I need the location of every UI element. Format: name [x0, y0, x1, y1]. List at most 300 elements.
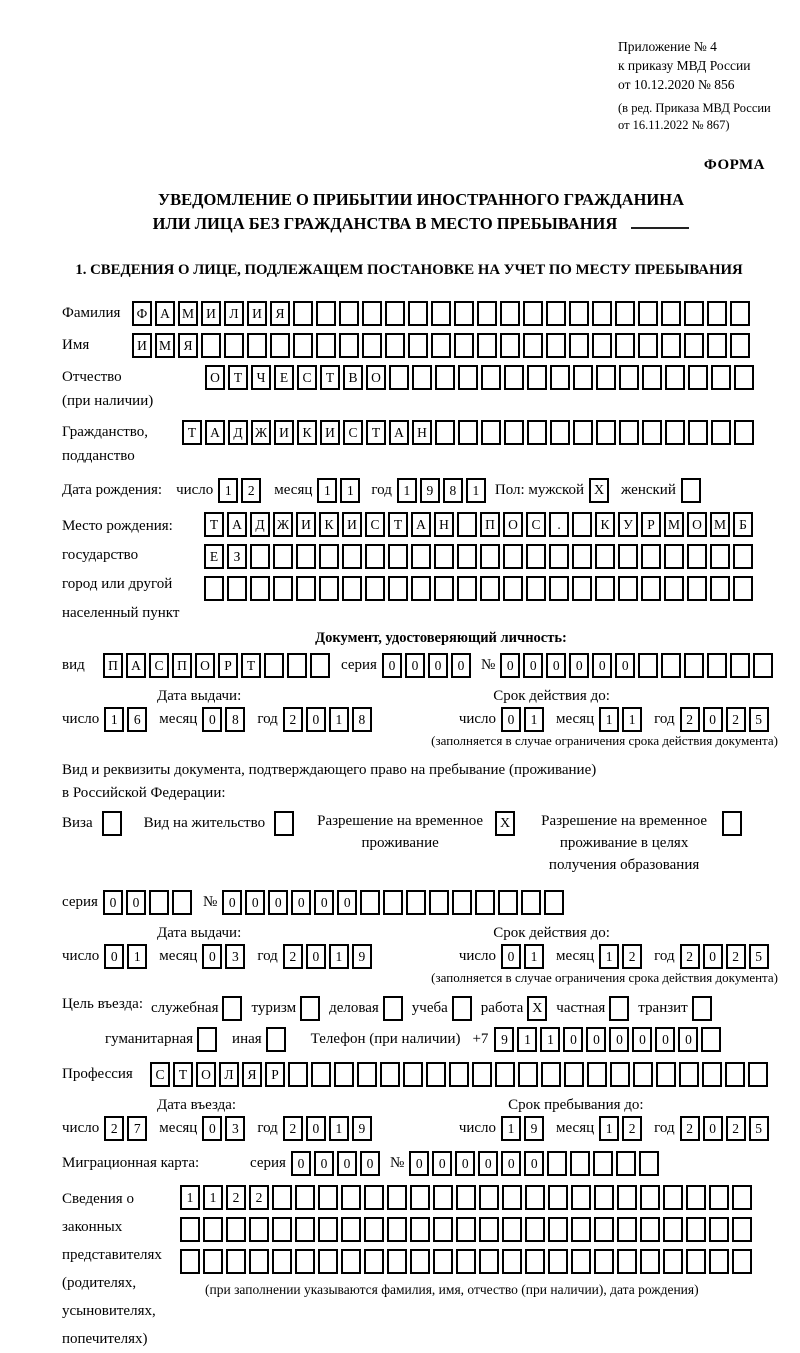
char-cell[interactable]: 1	[340, 478, 360, 503]
char-cell[interactable]	[435, 420, 455, 445]
char-cell[interactable]	[318, 1185, 338, 1210]
char-cell[interactable]	[573, 365, 593, 390]
char-cell[interactable]	[732, 1185, 752, 1210]
temp-residence-checkbox[interactable]: X	[495, 811, 515, 836]
char-cell[interactable]	[364, 1185, 384, 1210]
char-cell[interactable]: 0	[104, 944, 124, 969]
char-cell[interactable]: Я	[270, 301, 290, 326]
char-cell[interactable]	[249, 1249, 269, 1274]
char-cell[interactable]	[495, 1062, 515, 1087]
char-cell[interactable]	[479, 1217, 499, 1242]
char-cell[interactable]	[388, 576, 408, 601]
char-cell[interactable]: 3	[225, 1116, 245, 1141]
char-cell[interactable]	[411, 544, 431, 569]
char-cell[interactable]: 1	[599, 1116, 619, 1141]
valid-year-boxes[interactable]	[680, 707, 772, 732]
char-cell[interactable]	[204, 576, 224, 601]
char-cell[interactable]: М	[178, 301, 198, 326]
char-cell[interactable]: И	[247, 301, 267, 326]
char-cell[interactable]	[525, 1217, 545, 1242]
char-cell[interactable]	[550, 365, 570, 390]
char-cell[interactable]	[592, 333, 612, 358]
purpose-study-checkbox[interactable]	[452, 996, 472, 1021]
char-cell[interactable]: К	[595, 512, 615, 537]
char-cell[interactable]: О	[503, 512, 523, 537]
issue-year-boxes[interactable]	[283, 707, 375, 732]
char-cell[interactable]	[357, 1062, 377, 1087]
char-cell[interactable]: 1	[203, 1185, 223, 1210]
char-cell[interactable]	[318, 1217, 338, 1242]
char-cell[interactable]: 0	[337, 1151, 357, 1176]
birth-place-row3[interactable]	[204, 576, 756, 601]
char-cell[interactable]	[383, 890, 403, 915]
char-cell[interactable]	[633, 1062, 653, 1087]
char-cell[interactable]: П	[480, 512, 500, 537]
issue-month-boxes[interactable]	[202, 707, 248, 732]
char-cell[interactable]: С	[526, 512, 546, 537]
char-cell[interactable]	[548, 1185, 568, 1210]
char-cell[interactable]	[426, 1062, 446, 1087]
migration-series-boxes[interactable]	[291, 1151, 383, 1176]
char-cell[interactable]	[550, 420, 570, 445]
char-cell[interactable]: 0	[563, 1027, 583, 1052]
char-cell[interactable]	[638, 333, 658, 358]
purpose-humanitarian-checkbox[interactable]	[197, 1027, 217, 1052]
char-cell[interactable]: Т	[241, 653, 261, 678]
char-cell[interactable]	[319, 576, 339, 601]
char-cell[interactable]	[477, 301, 497, 326]
char-cell[interactable]: О	[205, 365, 225, 390]
char-cell[interactable]	[684, 653, 704, 678]
char-cell[interactable]: 0	[703, 1116, 723, 1141]
char-cell[interactable]	[526, 544, 546, 569]
char-cell[interactable]	[639, 1151, 659, 1176]
purpose-other-checkbox[interactable]	[266, 1027, 286, 1052]
char-cell[interactable]	[500, 301, 520, 326]
char-cell[interactable]: Д	[250, 512, 270, 537]
char-cell[interactable]	[411, 576, 431, 601]
phone-boxes[interactable]	[494, 1027, 724, 1052]
char-cell[interactable]	[595, 544, 615, 569]
char-cell[interactable]	[688, 420, 708, 445]
char-cell[interactable]: 0	[428, 653, 448, 678]
char-cell[interactable]	[435, 365, 455, 390]
char-cell[interactable]	[203, 1217, 223, 1242]
char-cell[interactable]: Н	[412, 420, 432, 445]
char-cell[interactable]: 1	[329, 944, 349, 969]
char-cell[interactable]	[477, 333, 497, 358]
char-cell[interactable]	[663, 1217, 683, 1242]
char-cell[interactable]	[296, 576, 316, 601]
char-cell[interactable]	[569, 333, 589, 358]
char-cell[interactable]: 0	[291, 1151, 311, 1176]
char-cell[interactable]	[679, 1062, 699, 1087]
char-cell[interactable]	[656, 1062, 676, 1087]
char-cell[interactable]: 0	[337, 890, 357, 915]
char-cell[interactable]	[587, 1062, 607, 1087]
char-cell[interactable]: 1	[180, 1185, 200, 1210]
char-cell[interactable]: С	[365, 512, 385, 537]
char-cell[interactable]	[250, 576, 270, 601]
entry-month-boxes[interactable]	[202, 1116, 248, 1141]
char-cell[interactable]: М	[664, 512, 684, 537]
char-cell[interactable]: 0	[103, 890, 123, 915]
char-cell[interactable]: 0	[609, 1027, 629, 1052]
char-cell[interactable]	[319, 544, 339, 569]
char-cell[interactable]	[687, 576, 707, 601]
char-cell[interactable]: 0	[451, 653, 471, 678]
char-cell[interactable]	[481, 365, 501, 390]
char-cell[interactable]	[452, 890, 472, 915]
residence-valid-year-boxes[interactable]	[680, 944, 772, 969]
char-cell[interactable]	[527, 365, 547, 390]
char-cell[interactable]: Т	[182, 420, 202, 445]
char-cell[interactable]: О	[366, 365, 386, 390]
char-cell[interactable]	[457, 576, 477, 601]
char-cell[interactable]	[288, 1062, 308, 1087]
char-cell[interactable]	[410, 1249, 430, 1274]
char-cell[interactable]: М	[155, 333, 175, 358]
char-cell[interactable]	[201, 333, 221, 358]
char-cell[interactable]: Т	[388, 512, 408, 537]
purpose-business-checkbox[interactable]	[383, 996, 403, 1021]
char-cell[interactable]: 2	[726, 944, 746, 969]
char-cell[interactable]	[481, 420, 501, 445]
char-cell[interactable]: Л	[224, 301, 244, 326]
char-cell[interactable]	[479, 1249, 499, 1274]
given-name-boxes[interactable]	[132, 333, 753, 358]
char-cell[interactable]	[362, 333, 382, 358]
char-cell[interactable]	[272, 1217, 292, 1242]
char-cell[interactable]: 0	[432, 1151, 452, 1176]
char-cell[interactable]	[364, 1249, 384, 1274]
char-cell[interactable]	[733, 576, 753, 601]
char-cell[interactable]: 3	[225, 944, 245, 969]
char-cell[interactable]	[479, 1185, 499, 1210]
char-cell[interactable]: Ф	[132, 301, 152, 326]
char-cell[interactable]	[342, 576, 362, 601]
temp-residence-education-checkbox[interactable]	[722, 811, 742, 836]
char-cell[interactable]	[733, 544, 753, 569]
char-cell[interactable]	[310, 653, 330, 678]
char-cell[interactable]	[661, 301, 681, 326]
char-cell[interactable]	[734, 365, 754, 390]
char-cell[interactable]	[617, 1185, 637, 1210]
char-cell[interactable]: 9	[494, 1027, 514, 1052]
char-cell[interactable]	[341, 1185, 361, 1210]
char-cell[interactable]	[525, 1249, 545, 1274]
char-cell[interactable]	[665, 420, 685, 445]
char-cell[interactable]: И	[342, 512, 362, 537]
char-cell[interactable]	[638, 301, 658, 326]
char-cell[interactable]: 0	[455, 1151, 475, 1176]
char-cell[interactable]: Т	[320, 365, 340, 390]
char-cell[interactable]: 2	[104, 1116, 124, 1141]
valid-day-boxes[interactable]	[501, 707, 547, 732]
char-cell[interactable]: 1	[218, 478, 238, 503]
char-cell[interactable]	[525, 1185, 545, 1210]
char-cell[interactable]: 0	[615, 653, 635, 678]
char-cell[interactable]: 8	[443, 478, 463, 503]
char-cell[interactable]: А	[227, 512, 247, 537]
char-cell[interactable]	[249, 1217, 269, 1242]
char-cell[interactable]	[272, 1249, 292, 1274]
char-cell[interactable]	[272, 1185, 292, 1210]
char-cell[interactable]: А	[389, 420, 409, 445]
migration-number-boxes[interactable]	[409, 1151, 662, 1176]
char-cell[interactable]: 2	[622, 944, 642, 969]
char-cell[interactable]: Я	[242, 1062, 262, 1087]
char-cell[interactable]: 8	[225, 707, 245, 732]
char-cell[interactable]: И	[201, 301, 221, 326]
surname-boxes[interactable]	[132, 301, 753, 326]
stay-month-boxes[interactable]	[599, 1116, 645, 1141]
char-cell[interactable]	[385, 333, 405, 358]
char-cell[interactable]	[549, 544, 569, 569]
char-cell[interactable]: А	[155, 301, 175, 326]
char-cell[interactable]	[296, 544, 316, 569]
char-cell[interactable]	[684, 301, 704, 326]
char-cell[interactable]: Р	[265, 1062, 285, 1087]
char-cell[interactable]: 0	[202, 944, 222, 969]
residence-number-boxes[interactable]	[222, 890, 567, 915]
char-cell[interactable]	[475, 890, 495, 915]
char-cell[interactable]	[264, 653, 284, 678]
representatives-row2[interactable]	[180, 1217, 755, 1242]
char-cell[interactable]	[523, 333, 543, 358]
char-cell[interactable]	[707, 301, 727, 326]
char-cell[interactable]: 9	[420, 478, 440, 503]
char-cell[interactable]: Л	[219, 1062, 239, 1087]
char-cell[interactable]: У	[618, 512, 638, 537]
char-cell[interactable]: Р	[641, 512, 661, 537]
char-cell[interactable]: 5	[749, 944, 769, 969]
char-cell[interactable]	[618, 576, 638, 601]
residence-issue-day-boxes[interactable]	[104, 944, 150, 969]
char-cell[interactable]: Е	[204, 544, 224, 569]
char-cell[interactable]	[572, 512, 592, 537]
char-cell[interactable]	[618, 544, 638, 569]
char-cell[interactable]: Ж	[273, 512, 293, 537]
char-cell[interactable]: 0	[500, 653, 520, 678]
char-cell[interactable]	[686, 1185, 706, 1210]
char-cell[interactable]	[293, 333, 313, 358]
char-cell[interactable]	[403, 1062, 423, 1087]
char-cell[interactable]: 0	[202, 1116, 222, 1141]
char-cell[interactable]: 0	[382, 653, 402, 678]
char-cell[interactable]	[617, 1249, 637, 1274]
valid-month-boxes[interactable]	[599, 707, 645, 732]
char-cell[interactable]	[617, 1217, 637, 1242]
char-cell[interactable]	[318, 1249, 338, 1274]
char-cell[interactable]: 1	[104, 707, 124, 732]
char-cell[interactable]	[504, 365, 524, 390]
char-cell[interactable]: С	[343, 420, 363, 445]
char-cell[interactable]: 2	[283, 1116, 303, 1141]
char-cell[interactable]: 0	[291, 890, 311, 915]
char-cell[interactable]: Ч	[251, 365, 271, 390]
char-cell[interactable]: 0	[202, 707, 222, 732]
char-cell[interactable]	[360, 890, 380, 915]
representatives-row3[interactable]	[180, 1249, 755, 1274]
char-cell[interactable]	[503, 576, 523, 601]
char-cell[interactable]	[619, 420, 639, 445]
char-cell[interactable]	[503, 544, 523, 569]
char-cell[interactable]: 8	[352, 707, 372, 732]
char-cell[interactable]: П	[103, 653, 123, 678]
char-cell[interactable]: И	[296, 512, 316, 537]
char-cell[interactable]: Р	[218, 653, 238, 678]
char-cell[interactable]	[571, 1249, 591, 1274]
char-cell[interactable]	[456, 1217, 476, 1242]
char-cell[interactable]	[311, 1062, 331, 1087]
char-cell[interactable]	[665, 365, 685, 390]
char-cell[interactable]	[388, 544, 408, 569]
char-cell[interactable]	[710, 544, 730, 569]
char-cell[interactable]	[569, 301, 589, 326]
char-cell[interactable]: 0	[126, 890, 146, 915]
char-cell[interactable]	[406, 890, 426, 915]
char-cell[interactable]	[730, 301, 750, 326]
char-cell[interactable]	[732, 1217, 752, 1242]
char-cell[interactable]	[711, 420, 731, 445]
char-cell[interactable]	[710, 576, 730, 601]
char-cell[interactable]: 2	[680, 1116, 700, 1141]
char-cell[interactable]	[387, 1185, 407, 1210]
char-cell[interactable]: 0	[245, 890, 265, 915]
char-cell[interactable]: 0	[478, 1151, 498, 1176]
char-cell[interactable]: Т	[366, 420, 386, 445]
char-cell[interactable]	[224, 333, 244, 358]
char-cell[interactable]	[250, 544, 270, 569]
char-cell[interactable]	[502, 1185, 522, 1210]
char-cell[interactable]: 1	[599, 944, 619, 969]
char-cell[interactable]	[458, 365, 478, 390]
char-cell[interactable]	[686, 1249, 706, 1274]
char-cell[interactable]: .	[549, 512, 569, 537]
char-cell[interactable]: И	[320, 420, 340, 445]
char-cell[interactable]: 1	[517, 1027, 537, 1052]
char-cell[interactable]: 1	[599, 707, 619, 732]
residence-issue-month-boxes[interactable]	[202, 944, 248, 969]
char-cell[interactable]	[661, 333, 681, 358]
char-cell[interactable]	[387, 1249, 407, 1274]
char-cell[interactable]: Ж	[251, 420, 271, 445]
char-cell[interactable]: 0	[306, 707, 326, 732]
char-cell[interactable]: 0	[632, 1027, 652, 1052]
char-cell[interactable]: 0	[523, 653, 543, 678]
char-cell[interactable]	[429, 890, 449, 915]
char-cell[interactable]	[544, 890, 564, 915]
char-cell[interactable]: З	[227, 544, 247, 569]
char-cell[interactable]: С	[297, 365, 317, 390]
char-cell[interactable]	[546, 301, 566, 326]
char-cell[interactable]	[412, 365, 432, 390]
char-cell[interactable]	[642, 420, 662, 445]
char-cell[interactable]	[640, 1185, 660, 1210]
char-cell[interactable]	[664, 576, 684, 601]
char-cell[interactable]	[707, 653, 727, 678]
char-cell[interactable]	[730, 653, 750, 678]
char-cell[interactable]: 9	[524, 1116, 544, 1141]
char-cell[interactable]	[593, 1151, 613, 1176]
residence-valid-month-boxes[interactable]	[599, 944, 645, 969]
birth-month-boxes[interactable]	[317, 478, 363, 503]
doc-kind-boxes[interactable]	[103, 653, 333, 678]
birth-place-row2[interactable]	[204, 544, 756, 569]
char-cell[interactable]	[594, 1249, 614, 1274]
birth-day-boxes[interactable]	[218, 478, 264, 503]
char-cell[interactable]: 0	[306, 1116, 326, 1141]
char-cell[interactable]: 1	[540, 1027, 560, 1052]
char-cell[interactable]: О	[196, 1062, 216, 1087]
char-cell[interactable]	[595, 576, 615, 601]
char-cell[interactable]	[610, 1062, 630, 1087]
char-cell[interactable]: 0	[306, 944, 326, 969]
purpose-work-checkbox[interactable]: X	[527, 996, 547, 1021]
char-cell[interactable]: С	[149, 653, 169, 678]
char-cell[interactable]	[661, 653, 681, 678]
char-cell[interactable]	[449, 1062, 469, 1087]
char-cell[interactable]	[523, 301, 543, 326]
purpose-transit-checkbox[interactable]	[692, 996, 712, 1021]
char-cell[interactable]	[226, 1217, 246, 1242]
char-cell[interactable]: 2	[249, 1185, 269, 1210]
char-cell[interactable]	[686, 1217, 706, 1242]
char-cell[interactable]: 0	[222, 890, 242, 915]
char-cell[interactable]: Н	[434, 512, 454, 537]
char-cell[interactable]	[502, 1217, 522, 1242]
char-cell[interactable]	[408, 333, 428, 358]
char-cell[interactable]: Т	[204, 512, 224, 537]
char-cell[interactable]	[342, 544, 362, 569]
char-cell[interactable]: 0	[314, 890, 334, 915]
char-cell[interactable]: 0	[703, 707, 723, 732]
char-cell[interactable]: 0	[655, 1027, 675, 1052]
stay-day-boxes[interactable]	[501, 1116, 547, 1141]
char-cell[interactable]	[663, 1249, 683, 1274]
purpose-official-checkbox[interactable]	[222, 996, 242, 1021]
char-cell[interactable]	[339, 301, 359, 326]
char-cell[interactable]	[270, 333, 290, 358]
char-cell[interactable]	[498, 890, 518, 915]
char-cell[interactable]: 0	[501, 1151, 521, 1176]
representatives-row1[interactable]	[180, 1185, 755, 1210]
char-cell[interactable]	[527, 420, 547, 445]
char-cell[interactable]	[500, 333, 520, 358]
char-cell[interactable]	[709, 1185, 729, 1210]
char-cell[interactable]	[701, 1027, 721, 1052]
char-cell[interactable]: 0	[569, 653, 589, 678]
char-cell[interactable]	[456, 1185, 476, 1210]
char-cell[interactable]	[640, 1217, 660, 1242]
char-cell[interactable]: 0	[314, 1151, 334, 1176]
char-cell[interactable]: 0	[360, 1151, 380, 1176]
visa-checkbox[interactable]	[102, 811, 122, 836]
char-cell[interactable]: А	[411, 512, 431, 537]
char-cell[interactable]	[457, 544, 477, 569]
char-cell[interactable]: 0	[678, 1027, 698, 1052]
char-cell[interactable]	[548, 1217, 568, 1242]
char-cell[interactable]	[732, 1249, 752, 1274]
char-cell[interactable]	[594, 1217, 614, 1242]
char-cell[interactable]	[380, 1062, 400, 1087]
char-cell[interactable]: И	[274, 420, 294, 445]
char-cell[interactable]: 2	[680, 707, 700, 732]
char-cell[interactable]	[725, 1062, 745, 1087]
patronymic-boxes[interactable]	[205, 365, 757, 390]
char-cell[interactable]: 1	[127, 944, 147, 969]
